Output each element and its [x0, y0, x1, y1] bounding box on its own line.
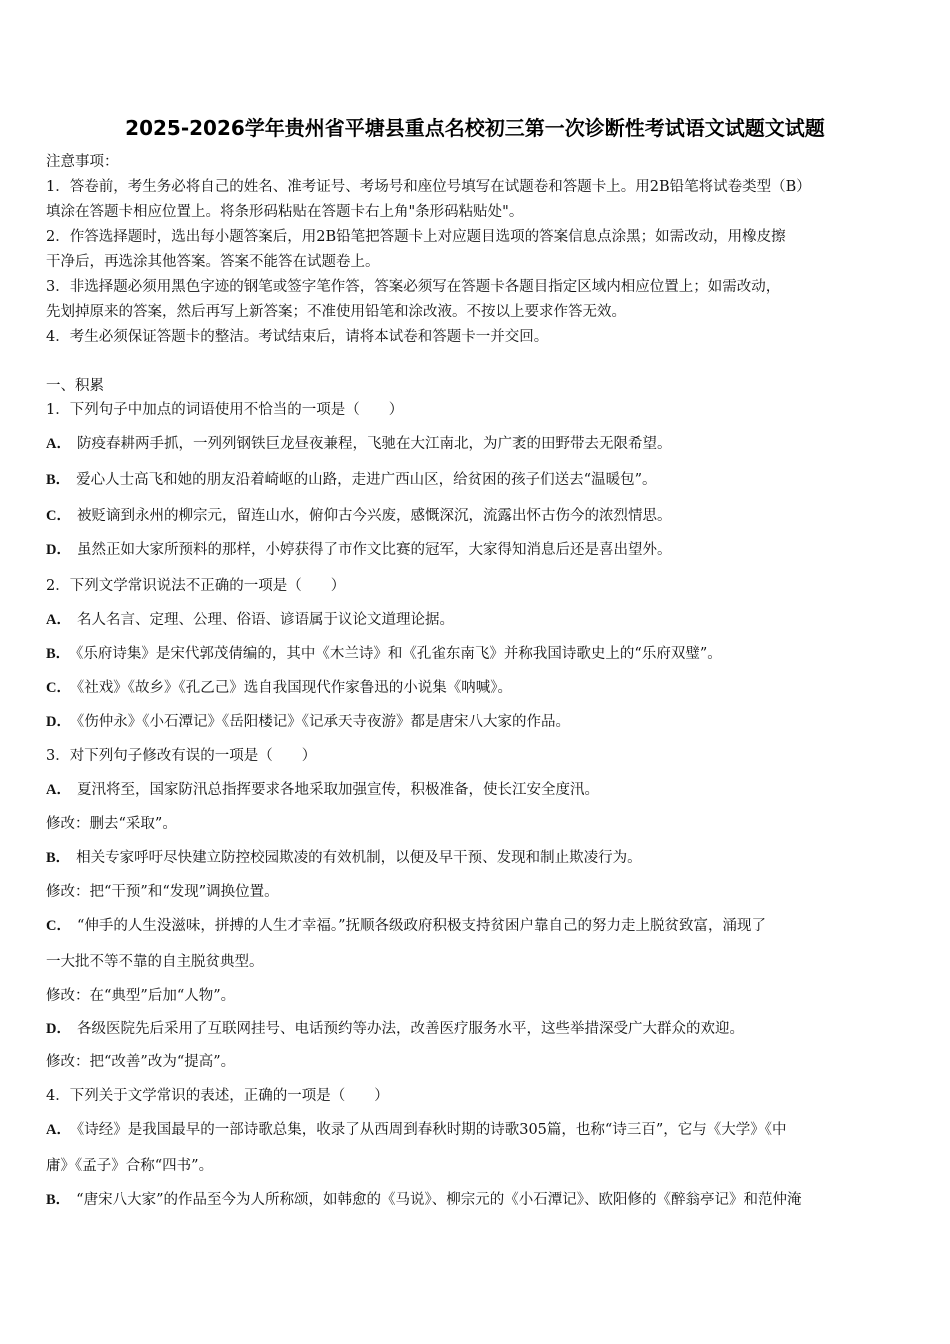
- option-letter: A．: [46, 436, 71, 452]
- notice-line: 2．作答选择题时，选出每小题答案后，用2B铅笔把答题卡上对应题目选项的答案信息点涂黑；如需改动，用橡皮擦: [46, 229, 786, 245]
- notice-line: 填涂在答题卡相应位置上。将条形码粘贴在答题卡右上角"条形码粘贴处"。: [46, 204, 524, 220]
- q2-option-d: [46, 712, 570, 732]
- page-title: 2025-2026学年贵州省平塘县重点名校初三第一次诊断性考试语文试题文试题: [125, 116, 825, 140]
- q4-option-b: [46, 1190, 802, 1210]
- option-text: 各级医院先后采用了互联网挂号、电话预约等办法，改善医疗服务水平，这些举措深受广大群众的欢迎。: [76, 1021, 744, 1037]
- q1-option-b: [46, 470, 657, 490]
- q4-option-a: [46, 1120, 786, 1140]
- option-letter: B．: [46, 1192, 71, 1208]
- option-letter: B．: [46, 646, 71, 662]
- q2-option-b: [46, 644, 722, 664]
- option-letter: B．: [46, 472, 71, 488]
- q3-option-a: [46, 780, 599, 800]
- q1-option-a: [46, 434, 671, 454]
- option-text: 防疫春耕两手抓，一列列钢铁巨龙昼夜兼程，飞驰在大江南北，为广袤的田野带去无限希望。: [76, 436, 672, 452]
- q3-option-d: [46, 1019, 744, 1039]
- option-letter: D．: [46, 714, 71, 730]
- q2-option-a: [46, 610, 454, 630]
- option-text: 夏汛将至，国家防汛总指挥要求各地采取加强宣传，积极准备，使长江安全度汛。: [76, 782, 599, 798]
- option-text: 《伤仲永》《小石潭记》《岳阳楼记》《记承天寺夜游》都是唐宋八大家的作品。: [76, 714, 570, 730]
- q3-option-c: [46, 916, 766, 936]
- q3-option-c-fix: 修改：在“典型”后加“人物”。: [46, 988, 236, 1004]
- option-text: 爱心人士高飞和她的朋友沿着崎岖的山路，走进广西山区，给贫困的孩子们送去“温暖包”。: [76, 472, 657, 488]
- option-letter: C．: [46, 918, 71, 934]
- option-letter: A．: [46, 612, 71, 628]
- q3-option-d-fix: 修改：把“改善”改为“提高”。: [46, 1054, 236, 1070]
- option-text: 《诗经》是我国最早的一部诗歌总集，收录了从西周到春秋时期的诗歌305篇，也称“诗三百”，它与《大学》《中: [76, 1122, 787, 1138]
- option-letter: A．: [46, 782, 71, 798]
- question-2-stem: 2．下列文学常识说法不正确的一项是（ ）: [46, 578, 346, 594]
- notice-heading: 注意事项：: [46, 154, 119, 170]
- q4-option-a-cont: 庸》《孟子》合称“四书”。: [46, 1158, 214, 1174]
- notice-line: 4．考生必须保证答题卡的整洁。考试结束后，请将本试卷和答题卡一并交回。: [46, 329, 549, 345]
- option-text: 《社戏》《故乡》《孔乙己》选自我国现代作家鲁迅的小说集《呐喊》。: [76, 680, 512, 696]
- option-letter: C．: [46, 680, 71, 696]
- option-text: 虽然正如大家所预料的那样，小婷获得了市作文比赛的冠军，大家得知消息后还是喜出望外。: [76, 542, 672, 558]
- option-text: “唐宋八大家”的作品至今为人所称颂，如韩愈的《马说》、柳宗元的《小石潭记》、欧阳修的《醉翁亭记》和范仲淹: [76, 1192, 802, 1208]
- option-letter: A．: [46, 1122, 71, 1138]
- notice-line: 1．答卷前，考生务必将自己的姓名、准考证号、考场号和座位号填写在试题卷和答题卡上。用2B铅笔将试卷类型（B）: [46, 179, 811, 195]
- question-3-stem: 3．对下列句子修改有误的一项是（ ）: [46, 748, 317, 764]
- option-text: 名人名言、定理、公理、俗语、谚语属于议论文道理论据。: [76, 612, 454, 628]
- q2-option-c: [46, 678, 512, 698]
- option-letter: D．: [46, 1021, 71, 1037]
- question-1-stem: 1．下列句子中加点的词语使用不恰当的一项是（ ）: [46, 402, 404, 418]
- option-text: “伸手的人生没滋味，拼搏的人生才幸福。”抚顺各级政府积极支持贫困户靠自己的努力走上脱贫致富，涌现了: [76, 918, 767, 934]
- q3-option-c-cont: 一大批不等不靠的自主脱贫典型。: [46, 954, 264, 970]
- notice-line: 干净后，再选涂其他答案。答案不能答在试题卷上。: [46, 254, 380, 270]
- notice-line: 3．非选择题必须用黑色字迹的钢笔或签字笔作答，答案必须写在答题卡各题目指定区域内相应位置上；如需改动，: [46, 279, 781, 295]
- q1-option-d: [46, 540, 671, 560]
- option-text: 被贬谪到永州的柳宗元，留连山水，俯仰古今兴废，感慨深沉，流露出怀古伤今的浓烈情思。: [76, 508, 672, 524]
- option-text: 《乐府诗集》是宋代郭茂倩编的，其中《木兰诗》和《孔雀东南飞》并称我国诗歌史上的“乐府双璧”。: [76, 646, 722, 662]
- notice-line: 先划掉原来的答案，然后再写上新答案；不准使用铅笔和涂改液。不按以上要求作答无效。: [46, 304, 626, 320]
- q3-option-b: [46, 848, 642, 868]
- option-letter: D．: [46, 542, 71, 558]
- question-4-stem: 4．下列关于文学常识的表述，正确的一项是（ ）: [46, 1088, 389, 1104]
- q3-option-a-fix: 修改：删去“采取”。: [46, 816, 177, 832]
- option-text: 相关专家呼吁尽快建立防控校园欺凌的有效机制，以便及早干预、发现和制止欺凌行为。: [76, 850, 642, 866]
- section-heading: 一、积累: [46, 378, 104, 394]
- option-letter: C．: [46, 508, 71, 524]
- q1-option-c: [46, 506, 671, 526]
- q3-option-b-fix: 修改：把“干预”和“发现”调换位置。: [46, 884, 279, 900]
- option-letter: B．: [46, 850, 71, 866]
